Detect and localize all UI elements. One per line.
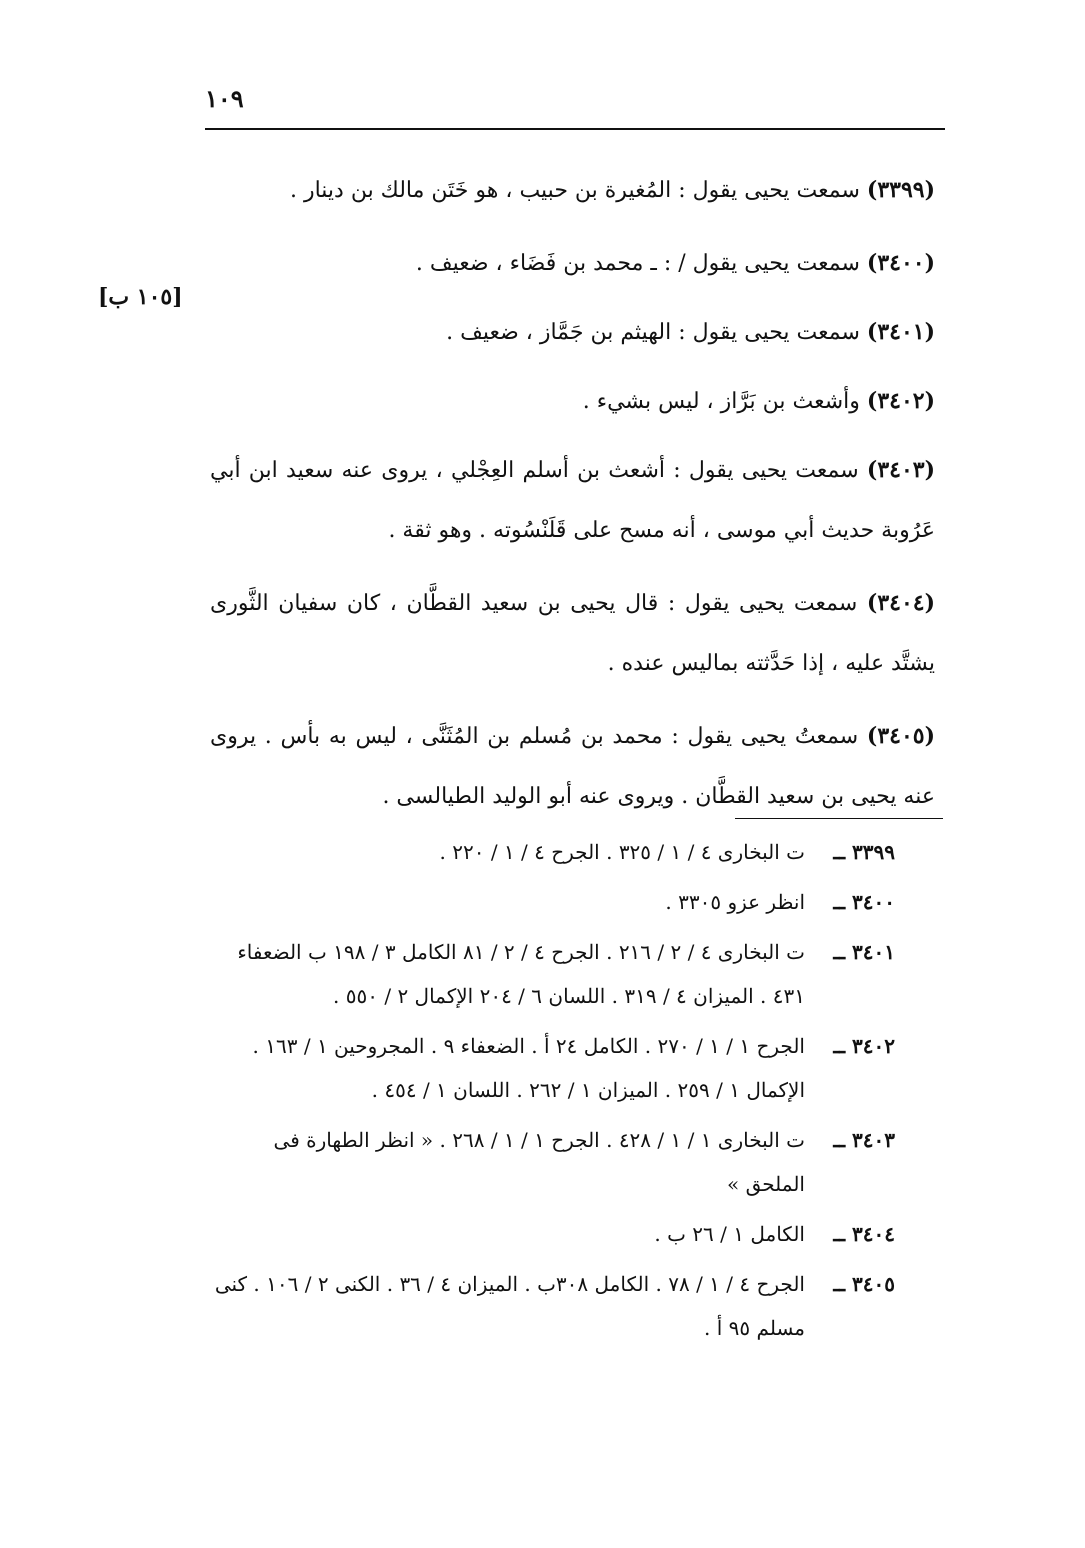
main-text — [210, 160, 935, 839]
entry-text: سمعتُ يحيى يقول : محمد بن مُسلم بن المُثَنَّى ، ليس به بأس . يروى عنه يحيى بن سعيد القطَّان . ويروى عنه أبو الوليد الطيالسى . — [210, 724, 935, 809]
entry-3401 — [210, 302, 935, 363]
footnote-ref: ٣٤٠٥ ــ — [833, 1272, 895, 1296]
footnote-text: الكامل ١ / ٢٦ ب . — [654, 1222, 805, 1246]
entry-3400 — [210, 233, 935, 294]
entry-number: (٣٤٠٠) — [866, 250, 935, 276]
footnotes — [210, 830, 895, 1356]
footnote-ref: ٣٣٩٩ ــ — [833, 840, 895, 864]
footnote-3404 — [210, 1212, 895, 1256]
footnote-3403 — [210, 1118, 895, 1206]
entry-text: سمعت يحيى يقول : قال يحيى بن سعيد القطَّان ، كان سفيان الثَّورى يشتَّد عليه ، إذا حَدَّثته بماليس عنده . — [210, 591, 935, 676]
entry-3405 — [210, 706, 935, 827]
entry-3404 — [210, 573, 935, 694]
entry-3399 — [210, 160, 935, 221]
footnote-3402 — [210, 1024, 895, 1112]
footnote-text: انظر عزو ٣٣٠٥ . — [665, 890, 805, 914]
footnote-divider — [735, 818, 943, 819]
footnote-ref: ٣٤٠٠ ــ — [833, 890, 895, 914]
entry-number: (٣٣٩٩) — [866, 177, 935, 203]
entry-text: سمعت يحيى يقول : المُغيرة بن حبيب ، هو خَتَن مالك بن دينار . — [289, 178, 860, 203]
footnote-text: ت البخارى ٤ / ١ / ٣٢٥ . الجرح ٤ / ١ / ٢٢٠ . — [439, 840, 805, 864]
footnote-3405 — [210, 1262, 895, 1350]
margin-note: [١٠٥ ب] — [98, 284, 183, 310]
header-divider — [205, 128, 945, 130]
entry-text: وأشعث بن بَرَّاز ، ليس بشيء . — [582, 389, 860, 414]
footnote-3399 — [210, 830, 895, 874]
entry-number: (٣٤٠٣) — [866, 457, 936, 483]
entry-text: سمعت يحيى يقول : الهيثم بن جَمَّاز ، ضعيف . — [446, 320, 860, 345]
entry-number: (٣٤٠٤) — [866, 590, 935, 616]
entry-3402 — [210, 371, 935, 432]
footnote-ref: ٣٤٠٢ ــ — [833, 1034, 895, 1058]
entry-3403 — [210, 440, 935, 561]
footnote-ref: ٣٤٠٤ ــ — [833, 1222, 895, 1246]
entry-number: (٣٤٠٥) — [866, 723, 935, 749]
footnote-text: ت البخارى ١ / ١ / ٤٢٨ . الجرح ١ / ١ / ٢٦٨ . « انظر الطهارة فى الملحق » — [273, 1128, 805, 1196]
footnote-text: الجرح ١ / ١ / ٢٧٠ . الكامل ٢٤ أ . الضعفاء ٩ . المجروحين ١ / ١٦٣ . الإكمال ١ / ٢٥٩ . الميزان ١ / ٢٦٢ . اللسان ١ / ٤٥٤ . — [252, 1034, 805, 1102]
entry-text: سمعت يحيى يقول / : ـ محمد بن فَضَاء ، ضعيف . — [415, 251, 860, 276]
entry-text: سمعت يحيى يقول : أشعث بن أسلم العِجْلي ، يروى عنه سعيد ابن أبي عَرُوبة حديث أبي موسى ، أنه مسح على قَلَنْسُوته . وهو ثقة . — [210, 458, 935, 543]
page-number: ١٠٩ — [205, 84, 244, 113]
entry-number: (٣٤٠٢) — [866, 388, 935, 414]
footnote-3400 — [210, 880, 895, 924]
footnote-ref: ٣٤٠٣ ــ — [833, 1128, 895, 1152]
entry-number: (٣٤٠١) — [866, 319, 935, 345]
footnote-ref: ٣٤٠١ ــ — [833, 940, 895, 964]
footnote-text: الجرح ٤ / ١ / ٧٨ . الكامل ٣٠٨ب . الميزان ٤ / ٣٦ . الكنى ٢ / ١٠٦ . كنى مسلم ٩٥ أ . — [214, 1272, 805, 1340]
footnote-text: ت البخارى ٤ / ٢ / ٢١٦ . الجرح ٤ / ٢ / ٨١ الكامل ٣ / ١٩٨ ب الضعفاء ٤٣١ . الميزان ٤ / ٣١٩ . اللسان ٦ / ٢٠٤ الإكمال ٢ / ٥٥٠ . — [237, 940, 805, 1008]
footnote-3401 — [210, 930, 895, 1018]
